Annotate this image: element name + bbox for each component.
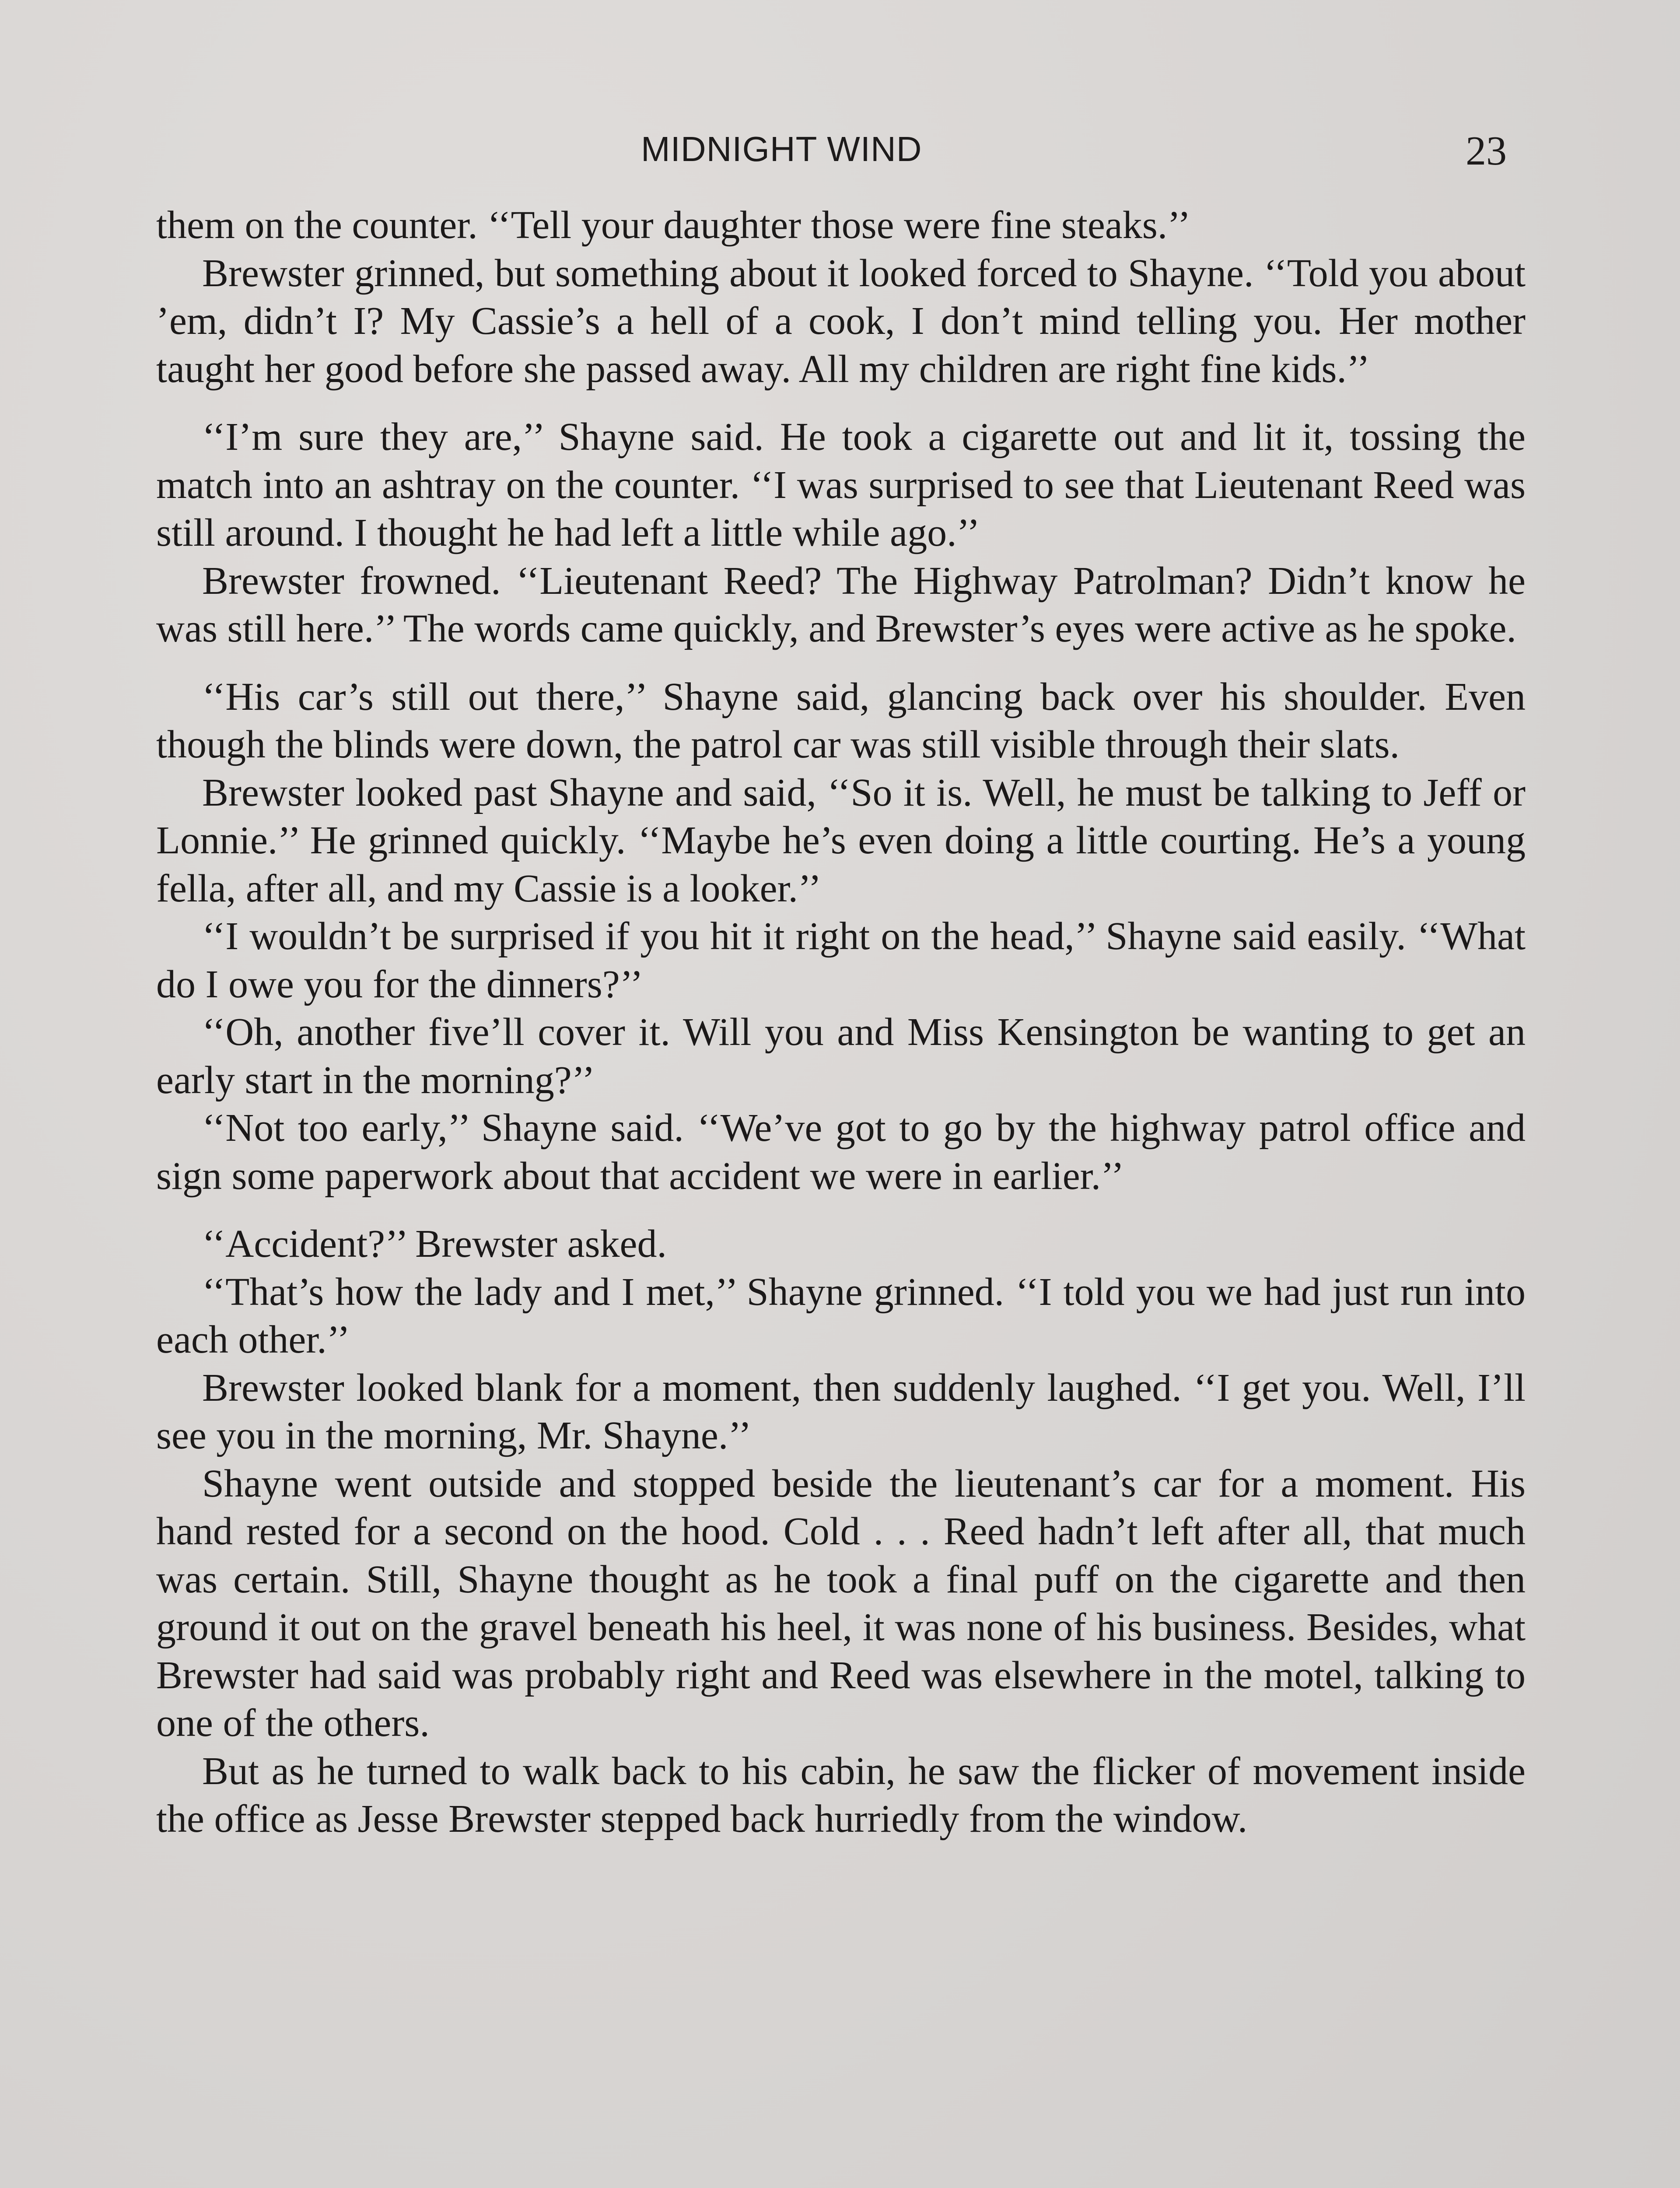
paragraph: ‘‘His car’s still out there,’’ Shayne said, glancing back over his shoulder. Even though the blinds were down, the patrol car was still visible through their slats. (156, 675, 1526, 766)
paragraph: them on the counter. ‘‘Tell your daughter those were fine steaks.’’ (156, 203, 1191, 247)
paragraph: ‘‘I wouldn’t be surprised if you hit it right on the head,’’ Shayne said easily. ‘‘What do I owe you for the dinners?’’ (156, 915, 1526, 1006)
page-number: 23 (1466, 128, 1507, 174)
paragraph: ‘‘Not too early,’’ Shayne said. ‘‘We’ve got to go by the highway patrol office and sign some paperwork about that accident we were in earlier.’’ (156, 1106, 1526, 1198)
paragraph: Shayne went outside and stopped beside the lieutenant’s car for a moment. His hand rested for a second on the hood. Cold . . . Reed hadn’t left after all, that much was certain. Still, Shayne thought as he took a final puff on the cigarette and then ground it out on the gravel beneath his heel, it was none of his business. Besides, what Brewster had said was probably right and Reed was elsewhere in the motel, talking to one of the others. (156, 1462, 1526, 1745)
paragraph: ‘‘Oh, another five’ll cover it. Will you and Miss Kensington be wanting to get an early start in the morning?’’ (156, 1010, 1526, 1102)
paragraph: Brewster grinned, but something about it looked forced to Shayne. ‘‘Told you about ’em, didn’t I? My Cassie’s a hell of a cook, I don’t mind telling you. Her mother taught her good before she passed away. All my children are right fine kids.’’ (156, 251, 1526, 391)
page-header (0, 129, 1680, 182)
paragraph: But as he turned to walk back to his cabin, he saw the flicker of movement inside the office as Jesse Brewster stepped back hurriedly from the window. (156, 1749, 1526, 1841)
paragraph: ‘‘I’m sure they are,’’ Shayne said. He took a cigarette out and lit it, tossing the match into an ashtray on the counter. ‘‘I was surprised to see that Lieutenant Reed was still around. I thought he had left a little while ago.’’ (156, 415, 1526, 554)
paragraph: Brewster looked blank for a moment, then suddenly laughed. ‘‘I get you. Well, I’ll see you in the morning, Mr. Shayne.’’ (156, 1366, 1526, 1457)
paragraph: ‘‘Accident?’’ Brewster asked. (202, 1222, 667, 1266)
running-title: MIDNIGHT WIND (641, 130, 922, 168)
body-text (156, 201, 1526, 1843)
paragraph: ‘‘That’s how the lady and I met,’’ Shayne grinned. ‘‘I told you we had just run into each other.’’ (156, 1270, 1526, 1361)
paragraph: Brewster frowned. ‘‘Lieutenant Reed? The Highway Patrolman? Didn’t know he was still here.’’ The words came quickly, and Brewster’s eyes were active as he spoke. (156, 559, 1526, 650)
paragraph: Brewster looked past Shayne and said, ‘‘So it is. Well, he must be talking to Jeff or Lonnie.’’ He grinned quickly. ‘‘Maybe he’s even doing a little courting. He’s a young fella, after all, and my Cassie is a looker.’’ (156, 771, 1526, 910)
